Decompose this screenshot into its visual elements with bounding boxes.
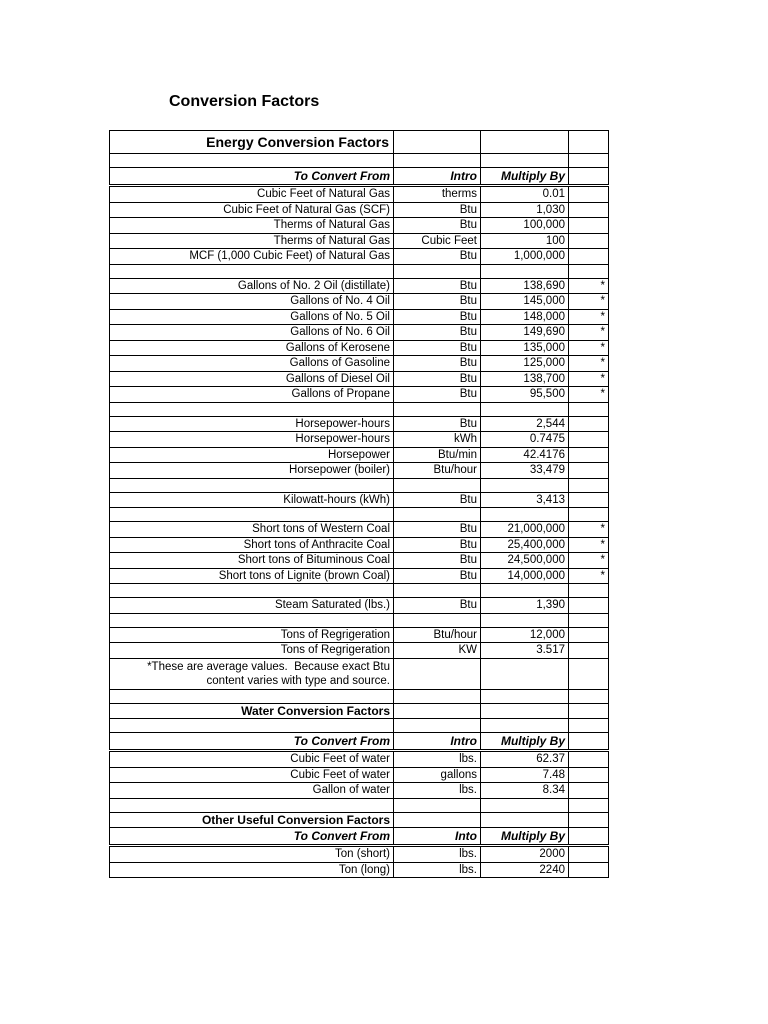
multiply-cell: 7.48 — [481, 767, 569, 783]
table-row — [110, 537, 609, 553]
multiply-cell: 138,700 — [481, 371, 569, 387]
header-from: To Convert From — [110, 828, 394, 846]
multiply-cell: 1,030 — [481, 202, 569, 218]
intro-cell: Btu — [394, 294, 481, 310]
table-row — [110, 627, 609, 643]
table-row — [110, 416, 609, 432]
multiply-cell: 8.34 — [481, 783, 569, 799]
table-row — [110, 340, 609, 356]
multiply-cell: 25,400,000 — [481, 537, 569, 553]
average-note-marker: * — [569, 568, 609, 584]
average-note-marker — [569, 416, 609, 432]
table-row — [110, 751, 609, 768]
intro-cell: Btu — [394, 325, 481, 341]
footnote-row — [110, 658, 609, 689]
water-title-row — [110, 703, 609, 719]
average-note-marker — [569, 751, 609, 768]
table-row — [110, 492, 609, 508]
header-intro: Intro — [394, 733, 481, 751]
footnote-line: *These are average values. Because exact Btu — [147, 660, 390, 673]
table-row — [110, 371, 609, 387]
average-note-marker: * — [569, 537, 609, 553]
table-row — [110, 522, 609, 538]
average-note-marker: * — [569, 340, 609, 356]
multiply-cell: 0.7475 — [481, 432, 569, 448]
intro-cell: Btu — [394, 537, 481, 553]
multiply-cell: 1,000,000 — [481, 249, 569, 265]
multiply-cell: 2000 — [481, 846, 569, 863]
convert-from-cell: Cubic Feet of Natural Gas (SCF) — [110, 202, 394, 218]
convert-from-cell: Gallon of water — [110, 783, 394, 799]
intro-cell: Btu/hour — [394, 627, 481, 643]
average-note-marker — [569, 783, 609, 799]
average-note-marker — [569, 218, 609, 234]
header-multiply: Multiply By — [481, 733, 569, 751]
average-note-marker: * — [569, 309, 609, 325]
convert-from-cell: Cubic Feet of water — [110, 751, 394, 768]
energy-heading: Energy Conversion Factors — [110, 131, 394, 154]
convert-from-cell: Ton (long) — [110, 862, 394, 878]
average-note-marker — [569, 249, 609, 265]
convert-from-cell: Kilowatt-hours (kWh) — [110, 492, 394, 508]
other-header-row — [110, 828, 609, 846]
table-row — [110, 325, 609, 341]
intro-cell: therms — [394, 186, 481, 203]
table-row — [110, 598, 609, 614]
intro-cell: KW — [394, 643, 481, 659]
average-note-marker — [569, 492, 609, 508]
convert-from-cell: Horsepower — [110, 447, 394, 463]
multiply-cell: 0.01 — [481, 186, 569, 203]
average-note-marker — [569, 186, 609, 203]
energy-title-row — [110, 131, 609, 154]
footnote-line: content varies with type and source. — [206, 674, 390, 687]
energy-header-row — [110, 168, 609, 186]
multiply-cell: 33,479 — [481, 463, 569, 479]
convert-from-cell: Therms of Natural Gas — [110, 218, 394, 234]
convert-from-cell: Gallons of No. 4 Oil — [110, 294, 394, 310]
intro-cell: Btu — [394, 553, 481, 569]
average-note-marker: * — [569, 278, 609, 294]
other-heading: Other Useful Conversion Factors — [110, 812, 394, 828]
convert-from-cell: Gallons of No. 5 Oil — [110, 309, 394, 325]
multiply-cell: 100,000 — [481, 218, 569, 234]
table-row — [110, 309, 609, 325]
table-row — [110, 553, 609, 569]
convert-from-cell: Cubic Feet of water — [110, 767, 394, 783]
spacer-row — [110, 798, 609, 812]
intro-cell: Btu/min — [394, 447, 481, 463]
multiply-cell: 2240 — [481, 862, 569, 878]
intro-cell: Btu — [394, 387, 481, 403]
spacer-row — [110, 584, 609, 598]
multiply-cell: 135,000 — [481, 340, 569, 356]
average-note-marker — [569, 233, 609, 249]
table-row — [110, 356, 609, 372]
spacer-row — [110, 689, 609, 703]
header-from: To Convert From — [110, 168, 394, 186]
spacer-row — [110, 264, 609, 278]
intro-cell: Btu — [394, 371, 481, 387]
multiply-cell: 3.517 — [481, 643, 569, 659]
intro-cell: Btu — [394, 598, 481, 614]
header-from: To Convert From — [110, 733, 394, 751]
multiply-cell: 1,390 — [481, 598, 569, 614]
intro-cell: lbs. — [394, 783, 481, 799]
intro-cell: Btu — [394, 522, 481, 538]
header-multiply: Multiply By — [481, 168, 569, 186]
average-note-marker: * — [569, 553, 609, 569]
multiply-cell: 2,544 — [481, 416, 569, 432]
convert-from-cell: Cubic Feet of Natural Gas — [110, 186, 394, 203]
convert-from-cell: Gallons of No. 2 Oil (distillate) — [110, 278, 394, 294]
other-title-row — [110, 812, 609, 828]
spacer-row — [110, 719, 609, 733]
average-note-marker: * — [569, 325, 609, 341]
table-row — [110, 202, 609, 218]
intro-cell: Btu — [394, 202, 481, 218]
table-row — [110, 218, 609, 234]
multiply-cell: 95,500 — [481, 387, 569, 403]
intro-cell: gallons — [394, 767, 481, 783]
intro-cell: lbs. — [394, 862, 481, 878]
convert-from-cell: Gallons of Kerosene — [110, 340, 394, 356]
multiply-cell: 12,000 — [481, 627, 569, 643]
multiply-cell: 138,690 — [481, 278, 569, 294]
table-row — [110, 846, 609, 863]
convert-from-cell: Gallons of Propane — [110, 387, 394, 403]
convert-from-cell: Horsepower-hours — [110, 416, 394, 432]
table-row — [110, 387, 609, 403]
spacer-row — [110, 613, 609, 627]
spacer-row — [110, 402, 609, 416]
spacer-row — [110, 478, 609, 492]
page-title: Conversion Factors — [169, 93, 320, 110]
average-note-marker — [569, 202, 609, 218]
convert-from-cell: Gallons of Diesel Oil — [110, 371, 394, 387]
average-note-marker — [569, 643, 609, 659]
table-row — [110, 294, 609, 310]
average-note-marker: * — [569, 387, 609, 403]
intro-cell: lbs. — [394, 751, 481, 768]
multiply-cell: 3,413 — [481, 492, 569, 508]
table-row — [110, 862, 609, 878]
convert-from-cell: Ton (short) — [110, 846, 394, 863]
table-row — [110, 783, 609, 799]
average-note-marker — [569, 598, 609, 614]
intro-cell: Btu — [394, 218, 481, 234]
multiply-cell: 42.4176 — [481, 447, 569, 463]
intro-cell: Btu — [394, 416, 481, 432]
table-row — [110, 432, 609, 448]
intro-cell: Cubic Feet — [394, 233, 481, 249]
conversion-table — [109, 130, 609, 878]
convert-from-cell: Horsepower-hours — [110, 432, 394, 448]
table-row — [110, 463, 609, 479]
intro-cell: Btu — [394, 356, 481, 372]
average-note-marker — [569, 767, 609, 783]
multiply-cell: 145,000 — [481, 294, 569, 310]
intro-cell: kWh — [394, 432, 481, 448]
spacer-row — [110, 154, 609, 168]
convert-from-cell: Short tons of Western Coal — [110, 522, 394, 538]
average-note-marker: * — [569, 356, 609, 372]
table-row — [110, 233, 609, 249]
table-row — [110, 643, 609, 659]
multiply-cell: 62.37 — [481, 751, 569, 768]
multiply-cell: 125,000 — [481, 356, 569, 372]
header-intro: Intro — [394, 168, 481, 186]
convert-from-cell: Short tons of Lignite (brown Coal) — [110, 568, 394, 584]
convert-from-cell: Steam Saturated (lbs.) — [110, 598, 394, 614]
multiply-cell: 14,000,000 — [481, 568, 569, 584]
average-note-marker — [569, 862, 609, 878]
convert-from-cell: Short tons of Bituminous Coal — [110, 553, 394, 569]
table-row — [110, 767, 609, 783]
convert-from-cell: Horsepower (boiler) — [110, 463, 394, 479]
average-note-marker: * — [569, 371, 609, 387]
multiply-cell: 21,000,000 — [481, 522, 569, 538]
intro-cell: Btu — [394, 278, 481, 294]
convert-from-cell: Therms of Natural Gas — [110, 233, 394, 249]
table-row — [110, 447, 609, 463]
header-multiply: Multiply By — [481, 828, 569, 846]
multiply-cell: 24,500,000 — [481, 553, 569, 569]
average-note-marker — [569, 432, 609, 448]
intro-cell: Btu — [394, 309, 481, 325]
average-note-marker — [569, 627, 609, 643]
convert-from-cell: Short tons of Anthracite Coal — [110, 537, 394, 553]
water-header-row — [110, 733, 609, 751]
table-row — [110, 186, 609, 203]
multiply-cell: 100 — [481, 233, 569, 249]
table-row — [110, 249, 609, 265]
convert-from-cell: Tons of Regrigeration — [110, 643, 394, 659]
footnote — [110, 658, 394, 689]
intro-cell: Btu — [394, 568, 481, 584]
intro-cell: Btu — [394, 340, 481, 356]
table-row — [110, 568, 609, 584]
convert-from-cell: MCF (1,000 Cubic Feet) of Natural Gas — [110, 249, 394, 265]
convert-from-cell: Gallons of No. 6 Oil — [110, 325, 394, 341]
intro-cell: Btu — [394, 492, 481, 508]
header-intro: Into — [394, 828, 481, 846]
average-note-marker — [569, 463, 609, 479]
multiply-cell: 149,690 — [481, 325, 569, 341]
water-heading: Water Conversion Factors — [110, 703, 394, 719]
convert-from-cell: Tons of Regrigeration — [110, 627, 394, 643]
convert-from-cell: Gallons of Gasoline — [110, 356, 394, 372]
intro-cell: Btu/hour — [394, 463, 481, 479]
average-note-marker — [569, 846, 609, 863]
intro-cell: Btu — [394, 249, 481, 265]
average-note-marker: * — [569, 522, 609, 538]
spacer-row — [110, 508, 609, 522]
average-note-marker — [569, 447, 609, 463]
intro-cell: lbs. — [394, 846, 481, 863]
multiply-cell: 148,000 — [481, 309, 569, 325]
table-row — [110, 278, 609, 294]
average-note-marker: * — [569, 294, 609, 310]
